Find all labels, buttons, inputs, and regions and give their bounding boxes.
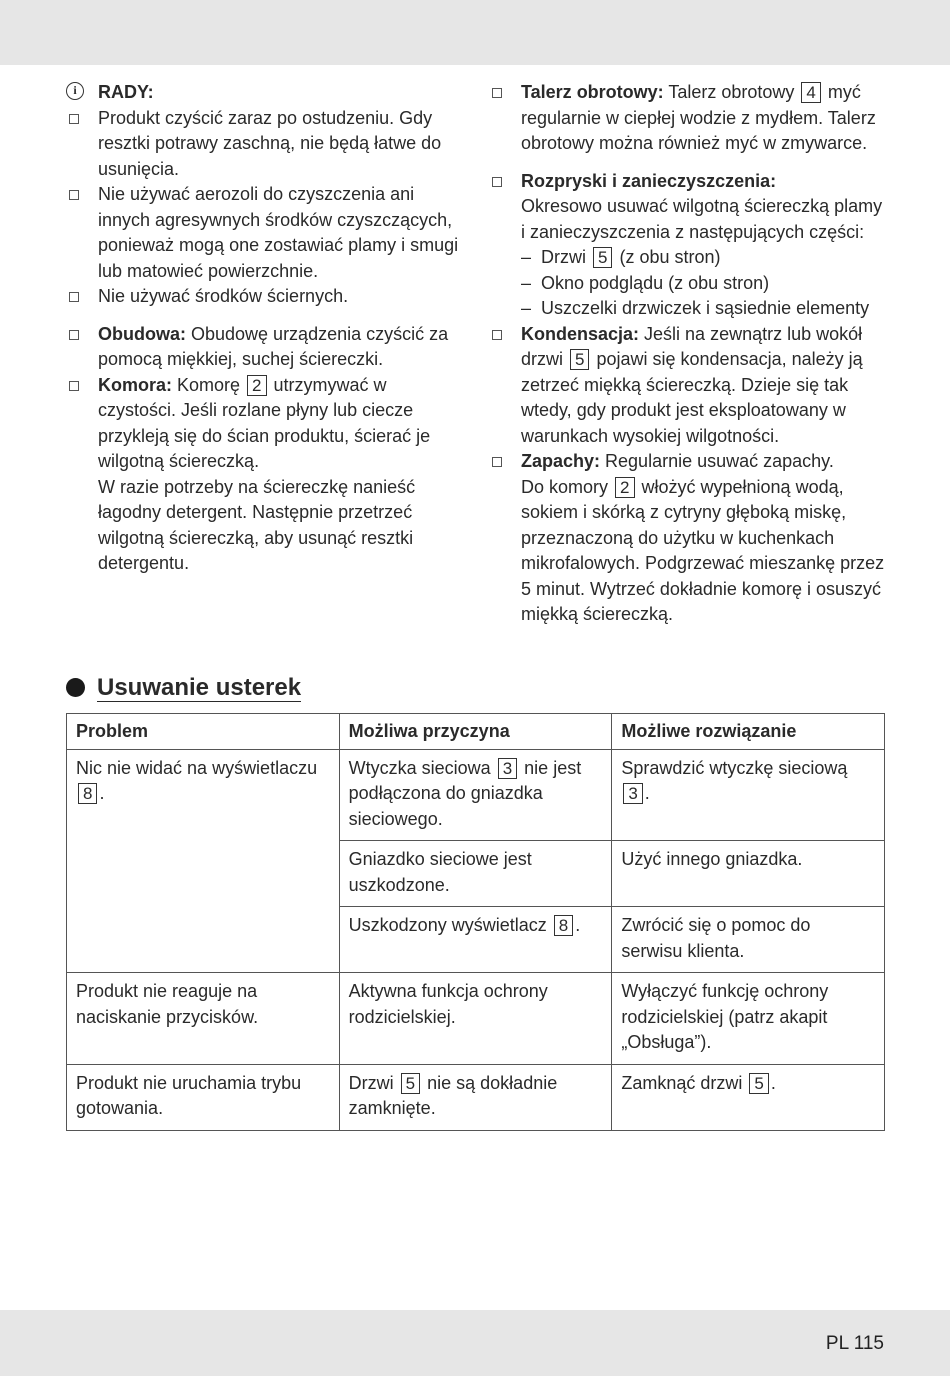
table-row bbox=[67, 1064, 885, 1130]
cell-text: . bbox=[770, 1072, 776, 1093]
tip-text: Produkt czyścić zaraz po ostudzeniu. Gdy resztki potrawy zaschną, nie będą łatwe do usunięcia. bbox=[98, 107, 442, 179]
checkbox-bullet-icon bbox=[492, 88, 502, 98]
cell-text: . bbox=[99, 783, 105, 803]
cell-text: Sprawdzić wtyczkę sieciową bbox=[621, 757, 848, 778]
tip-item bbox=[66, 182, 466, 284]
checkbox-bullet-icon bbox=[492, 177, 502, 187]
footer-bar bbox=[0, 1310, 950, 1376]
tip-text: Nie używać środków ściernych. bbox=[98, 286, 349, 306]
dash-mark: – bbox=[521, 247, 532, 267]
dash-text: (z obu stron) bbox=[614, 247, 721, 267]
checkbox-bullet-icon bbox=[69, 330, 79, 340]
checkbox-bullet-icon bbox=[69, 292, 79, 302]
chamber-item bbox=[66, 373, 466, 577]
cell-text: Zamknąć drzwi bbox=[621, 1072, 748, 1093]
dash-mark: – bbox=[521, 298, 532, 318]
right-column bbox=[489, 80, 889, 628]
cell-text: Wtyczka sieciowa bbox=[348, 757, 496, 778]
chamber-extra-text: W razie potrzeby na ściereczkę nanieść łagodny detergent. Następnie przetrzeć wilgotną ściereczką, aby usunąć resztki detergentu. bbox=[98, 476, 416, 573]
dash-text: Drzwi bbox=[541, 247, 591, 267]
tip-item bbox=[66, 106, 466, 183]
odours-label: Zapachy: bbox=[521, 451, 601, 471]
dash-text: Okno podglądu (z obu stron) bbox=[541, 272, 770, 293]
table-header-row bbox=[67, 714, 885, 750]
checkbox-bullet-icon bbox=[492, 330, 502, 340]
dash-text: Uszczelki drzwiczek i sąsiednie elementy bbox=[541, 298, 870, 318]
top-bar bbox=[0, 0, 950, 65]
odours-item bbox=[489, 449, 889, 628]
solution-cell bbox=[612, 1064, 885, 1130]
splashes-label: Rozpryski i zanieczyszczenia: bbox=[521, 170, 777, 191]
condensation-text: Jeśli na zewnątrz lub wokół drzwi bbox=[521, 323, 863, 369]
housing-item bbox=[66, 322, 466, 373]
info-icon: i bbox=[66, 82, 84, 100]
checkbox-bullet-icon bbox=[69, 381, 79, 391]
part-ref: 5 bbox=[593, 247, 612, 268]
section-bullet-icon bbox=[66, 678, 85, 697]
cell-text: Uszkodzony wyświetlacz bbox=[348, 915, 552, 935]
page-number: PL 115 bbox=[825, 1333, 884, 1354]
cause-cell bbox=[339, 749, 612, 841]
odours-text: Regularnie usuwać zapachy. bbox=[600, 451, 834, 471]
part-ref: 2 bbox=[247, 375, 266, 396]
condensation-text: pojawi się kondensacja, należy ją zetrzeć miękką ściereczką. Dzieje się tak wtedy, gdy produkt jest eksploatowany w warunkach wysokiej wilgotności. bbox=[521, 349, 863, 446]
tip-text: Nie używać aerozoli do czyszczenia ani innych agresywnych środków czyszczących, ponieważ mogą one zostawiać plamy i smugi lub matowieć powierzchnie. bbox=[98, 184, 459, 281]
checkbox-bullet-icon bbox=[69, 190, 79, 200]
part-ref: 8 bbox=[78, 783, 97, 804]
splashes-item bbox=[489, 169, 889, 322]
checkbox-bullet-icon bbox=[492, 457, 502, 467]
dash-mark: – bbox=[521, 272, 532, 293]
checkbox-bullet-icon bbox=[69, 114, 79, 124]
part-ref: 4 bbox=[801, 82, 820, 103]
cause-cell bbox=[339, 907, 612, 973]
turntable-text: Talerz obrotowy bbox=[663, 82, 800, 102]
part-ref: 3 bbox=[623, 783, 642, 804]
section-heading bbox=[66, 674, 301, 702]
table-row bbox=[67, 973, 885, 1065]
tips-heading bbox=[66, 80, 466, 106]
turntable-label: Talerz obrotowy: bbox=[521, 82, 664, 102]
cell-text: nie jest podłączona do gniazdka sieciowego. bbox=[348, 757, 582, 829]
left-column bbox=[66, 80, 466, 577]
cause-cell: Aktywna funkcja ochrony rodzicielskiej. bbox=[339, 973, 612, 1065]
column-header-cause: Możliwa przyczyna bbox=[339, 714, 612, 750]
part-ref: 3 bbox=[498, 758, 517, 779]
housing-text: Obudowę urządzenia czyścić za pomocą miękkiej, suchej ściereczki. bbox=[98, 323, 449, 369]
dash-item bbox=[521, 296, 889, 322]
solution-cell bbox=[612, 749, 885, 841]
column-header-problem: Problem bbox=[67, 714, 340, 750]
solution-cell: Użyć innego gniazdka. bbox=[612, 841, 885, 907]
solution-cell: Zwrócić się o pomoc do serwisu klienta. bbox=[612, 907, 885, 973]
troubleshooting-table bbox=[66, 713, 885, 1131]
cell-text: . bbox=[644, 783, 650, 803]
dash-item bbox=[521, 245, 889, 271]
problem-cell bbox=[67, 749, 340, 973]
cell-text: . bbox=[575, 915, 581, 935]
part-ref: 5 bbox=[570, 349, 589, 370]
chamber-text: Komorę bbox=[172, 374, 246, 395]
cell-text: Drzwi bbox=[348, 1072, 399, 1093]
condensation-label: Kondensacja: bbox=[521, 323, 640, 344]
turntable-text: myć regularnie w ciepłej wodzie z mydłem. Talerz obrotowy można również myć w zmywarce. bbox=[521, 82, 876, 153]
solution-cell: Wyłączyć funkcję ochrony rodzicielskiej (patrz akapit „Obsługa”). bbox=[612, 973, 885, 1065]
condensation-item bbox=[489, 322, 889, 450]
odours-text: Do komory bbox=[521, 476, 614, 497]
chamber-label: Komora: bbox=[98, 374, 173, 395]
cell-text: nie są dokładnie zamknięte. bbox=[348, 1072, 558, 1118]
turntable-item bbox=[489, 80, 889, 157]
table-row bbox=[67, 749, 885, 841]
part-ref: 5 bbox=[401, 1073, 420, 1094]
problem-cell: Produkt nie reaguje na naciskanie przycisków. bbox=[67, 973, 340, 1065]
part-ref: 2 bbox=[615, 477, 634, 498]
cause-cell: Gniazdko sieciowe jest uszkodzone. bbox=[339, 841, 612, 907]
dash-item bbox=[521, 271, 889, 297]
housing-label: Obudowa: bbox=[98, 323, 186, 344]
tip-item bbox=[66, 284, 466, 310]
splashes-text: Okresowo usuwać wilgotną ściereczką plamy i zanieczyszczenia z następujących części: bbox=[521, 196, 883, 242]
column-header-solution: Możliwe rozwiązanie bbox=[612, 714, 885, 750]
odours-text: włożyć wypełnioną wodą, sokiem i skórką z cytryny głęboką miskę, przeznaczoną do użytku w kuchenkach mikrofalowych. Podgrzewać mieszankę przez 5 minut. Wytrzeć dokładnie komorę i osuszyć miękką ściereczką. bbox=[521, 476, 885, 624]
part-ref: 8 bbox=[554, 915, 573, 936]
section-title: Usuwanie usterek bbox=[97, 674, 302, 701]
problem-cell: Produkt nie uruchamia trybu gotowania. bbox=[67, 1064, 340, 1130]
tips-heading-text: RADY: bbox=[98, 82, 154, 102]
part-ref: 5 bbox=[749, 1073, 768, 1094]
cell-text: Nic nie widać na wyświetlaczu bbox=[76, 757, 318, 778]
chamber-text: utrzymywać w czystości. Jeśli rozlane płyny lub ciecze przykleją się do ścian produktu, ścierać je wilgotną ściereczką. bbox=[98, 374, 431, 471]
cause-cell bbox=[339, 1064, 612, 1130]
